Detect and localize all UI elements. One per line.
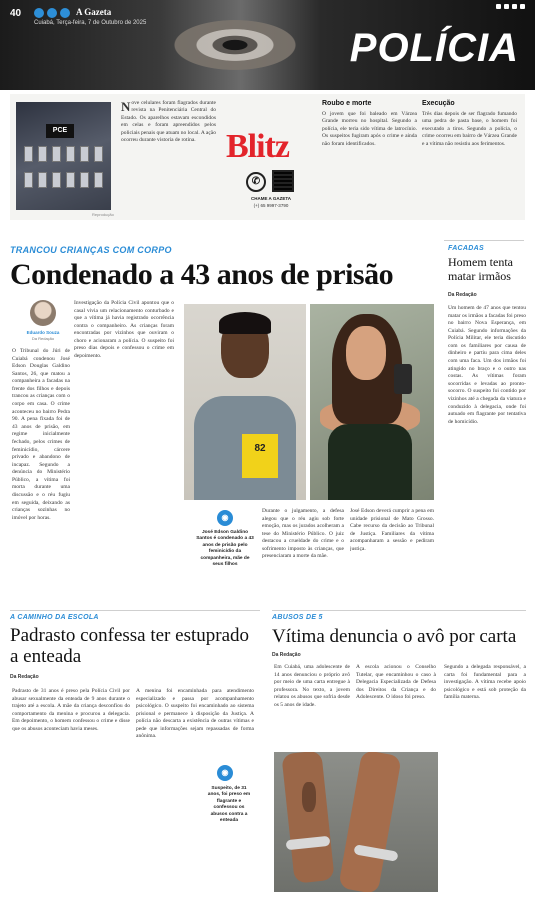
br-byline: Da Redação	[272, 652, 301, 658]
main-photo-caption: José Edson Galdino Santos é condenado a 43 anos de prisão pelo feminicídio da companheira, mãe de seus filhos	[196, 530, 254, 568]
side-rule	[444, 240, 524, 241]
bl-photo-caption: Suspeito, de 31 anos, foi preso em flagrante e confessou os abusos contra a enteada	[207, 786, 251, 824]
paper-name: A Gazeta	[76, 7, 112, 17]
blitz-lead-text: Nove celulares foram flagrados durante revista na Penitenciária Central do Estado. Os aparelhos estavam escondidos em celas e foram apreendidos pelos policiais penais que atuam no local. A ação ocorreu durante vistoria de rotina.	[121, 99, 216, 144]
main-kicker: TRANCOU CRIANÇAS COM CORPO	[10, 245, 172, 255]
page-number: 40	[10, 8, 22, 19]
br-body-col1: Em Cuiabá, uma adolescente de 14 anos denunciou o próprio avô por meio de uma carta entregue à professora. No texto, a jovem relatou os abusos que sofria desde os 5 anos de idade.	[274, 664, 350, 708]
blitz-col-title: Execução	[422, 100, 455, 107]
section-rule	[10, 610, 260, 611]
dateline: Cuiabá, Terça-feira, 7 de Outubro de 2025	[34, 20, 147, 26]
main-body-col1: O Tribunal do Júri de Cuiabá condenou José Edson Douglas Galdino Santos, 26, que matou a companheira a facadas na frente dos filhos e depois trancou as crianças com o corpo em casa. O crime aconteceu no bairro Pedra 90. A pena fixada foi de 43 anos de prisão, em regime inicialmente fechado, pelos crimes de feminicídio, cárcere privado e abandono de incapaz. Segundo a denúncia do Ministério Público, a vítima foi morta durante uma discussão e o réu fugiu em seguida, deixando as crianças sozinhas no imóvel por horas.	[12, 348, 70, 521]
seized-phones-photo	[16, 102, 111, 210]
qr-code	[272, 170, 294, 192]
side-body: Um homem de 47 anos que tentou matar os irmãos a facadas foi preso no bairro Nova Esperança, em Cuiabá. Segundo informações da Polícia Militar, ele teria discutido com os familiares por causa de dinheiro e partiu para cima deles com uma faca. Um dos irmãos foi atingido no braço e o outro nas costas. As vítimas foram socorridas e levadas ao pronto-socorro. O suspeito foi contido por vizinhos até a chegada da viatura e conduzido à delegacia, onde foi autuado em flagrante por tentativa de homicídio.	[448, 305, 526, 425]
photo-credit: Reprodução	[92, 212, 114, 217]
br-body-col2: A escola acionou o Conselho Tutelar, que encaminhou o caso à Delegacia Especializada de Defesa dos Direitos da Criança e do Adolescente. O idoso foi preso.	[356, 664, 436, 701]
main-headline: Condenado a 43 anos de prisão	[10, 258, 394, 291]
section-banner	[0, 0, 535, 90]
main-body-col3: Durante o julgamento, a defesa alegou que o réu agiu sob forte emoção, mas os jurados acolheram a tese do Ministério Público. O juiz destacou a crueldade do crime e o sofrimento imposto às crianças, que presenciaram a morte da mãe.	[262, 508, 344, 560]
ankle-photo	[274, 752, 438, 892]
camera-icon: ◉	[217, 765, 233, 781]
convict-photo: 82	[184, 304, 306, 500]
blitz-col-title: Roubo e morte	[322, 100, 372, 107]
whatsapp-icon: ✆	[246, 172, 266, 192]
eye-image	[150, 10, 320, 80]
section-rule	[272, 610, 526, 611]
author-subtitle: Da Redação	[31, 336, 55, 341]
side-headline: Homem tenta matar irmãos	[448, 255, 513, 283]
victim-photo	[310, 304, 434, 500]
side-byline: Da Redação	[448, 292, 477, 298]
blitz-col-text: Três dias depois de ser flagrado fumando uma pedra de pasta base, o homem foi executado a tiros. Segundo a polícia, o crime ocorreu em bairro de Várzea Grande e a vítima não resistiu aos ferimentos.	[422, 111, 517, 147]
author-avatar	[30, 300, 56, 326]
blitz-col-text: O jovem que foi baleado em Várzea Grande morreu no hospital. Segundo a polícia, ele teria sido vítima de latrocínio. Os suspeitos fugiram após o crime e ainda não foram identificados.	[322, 111, 417, 147]
br-kicker: ABUSOS DE 5	[272, 614, 323, 621]
photo-tag: PCE	[46, 124, 74, 138]
brand-dots	[34, 8, 70, 18]
social-icons	[496, 4, 525, 9]
bl-headline: Padrasto confessa ter estuprado a enteada	[10, 625, 250, 667]
blitz-col-execucao	[422, 100, 517, 148]
main-body-col2: Investigação da Polícia Civil apontou que o casal vivia um relacionamento conturbado e que a vítima já havia registrado ocorrência contra o companheiro. As crianças foram encontradas por vizinhos que ouviram o choro e acionaram a polícia. O suspeito foi preso dias depois e confessou o crime em depoimento.	[74, 300, 174, 360]
side-kicker: FACADAS	[448, 245, 484, 252]
main-body-col4: José Edson deverá cumprir a pena em unidade prisional de Mato Grosso. Cabe recurso da decisão ao Tribunal de Justiça. Familiares da vítima acompanharam a sessão e pediram justiça.	[350, 508, 434, 552]
section-title: POLÍCIA	[349, 26, 519, 70]
qr-caption: CHAME A GAZETA	[250, 196, 292, 201]
br-body-col3: Segundo a delegada responsável, a carta foi fundamental para a investigação. A vítima recebe apoio psicológico e está sob proteção da família materna.	[444, 664, 526, 701]
bl-body-col2: A menina foi encaminhada para atendimento especializado e passa por acompanhamento psicológico. O suspeito foi encaminhado ao sistema prisional e permanece à disposição da Justiça. A polícia não descarta a existência de outras vítimas e pede que informações sejam repassadas de forma anônima.	[136, 688, 254, 740]
qr-phone: (+) 65 9997-3790	[253, 203, 289, 208]
br-headline: Vítima denuncia o avô por carta	[272, 626, 517, 647]
blitz-logo: Blitz	[226, 128, 289, 165]
bl-kicker: A CAMINHO DA ESCOLA	[10, 614, 99, 621]
author-name: Eduardo Souza	[26, 330, 60, 335]
bl-body-col1: Padrasto de 31 anos é preso pela Polícia Civil por abusar sexualmente da enteada de 9 anos durante o trajeto até a escola. A mãe da criança desconfiou do comportamento da menina e procurou a delegacia. Em depoimento, o homem confessou o crime e disse que os abusos aconteciam havia meses.	[12, 688, 130, 732]
blitz-col-roubo	[322, 100, 417, 148]
bl-byline: Da Redação	[10, 674, 39, 680]
camera-icon: ◉	[217, 510, 233, 526]
